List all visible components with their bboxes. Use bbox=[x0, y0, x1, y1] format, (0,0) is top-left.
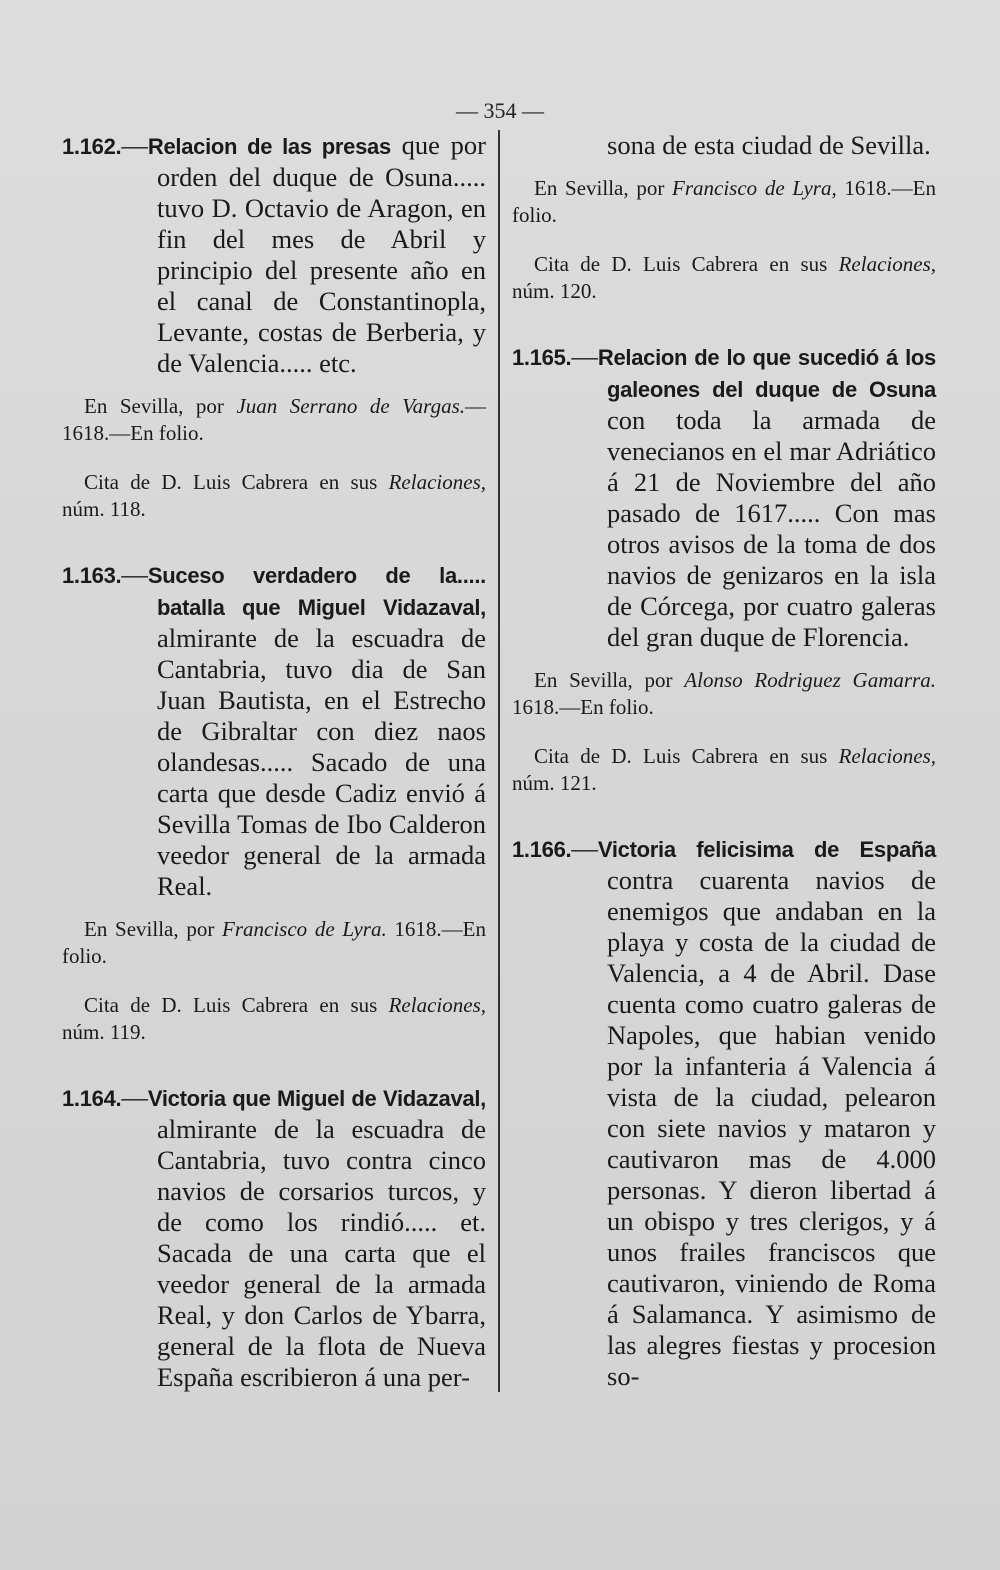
entry-imprint bbox=[512, 175, 936, 229]
column-divider bbox=[498, 130, 500, 1392]
imprint-printer: Juan Serrano de Vargas. bbox=[236, 394, 465, 418]
entry-1164 bbox=[62, 1082, 486, 1393]
citation-text: Cita de D. Luis Cabrera en sus bbox=[84, 470, 389, 494]
page-number: — 354 — bbox=[456, 98, 544, 123]
continuation-text: sona de esta ciudad de Sevilla. bbox=[607, 130, 931, 160]
imprint-printer: Francisco de Lyra. bbox=[222, 917, 387, 941]
citation-work: Relaciones, bbox=[388, 993, 486, 1017]
imprint-place: En Sevilla, por bbox=[534, 176, 673, 200]
imprint-place: En Sevilla, por bbox=[534, 668, 685, 692]
imprint-place: En Sevilla, por bbox=[84, 394, 237, 418]
imprint-date: 1618.—En folio. bbox=[62, 917, 486, 968]
entry-dash: — bbox=[121, 1082, 148, 1112]
entry-dash: — bbox=[571, 833, 598, 863]
citation-number: núm. 120. bbox=[512, 279, 597, 303]
entry-number: 1.165. bbox=[512, 345, 572, 370]
entry-dash: — bbox=[571, 341, 598, 371]
citation-work: Relaciones, bbox=[838, 744, 936, 768]
imprint-printer: Alonso Rodriguez Gamarra. bbox=[684, 668, 936, 692]
entry-title: Victoria que Miguel de Vidazaval, bbox=[147, 1086, 486, 1111]
imprint-printer: Francisco de Lyra, bbox=[672, 176, 837, 200]
entry-text: almirante de la escuadra de Cantabria, tuvo dia de San Juan Bautista, en el Estrecho de Gibraltar con diez naos olandesas..... Sacado de una carta que desde Cadiz envió á Sevilla Tomas de Ibo Calderon veedor general de la armada Real. bbox=[157, 623, 486, 901]
citation-text: Cita de D. Luis Cabrera en sus bbox=[534, 252, 839, 276]
entry-1162 bbox=[62, 130, 486, 523]
entry-title: Victoria felicisima de España bbox=[597, 837, 936, 862]
imprint-date: 1618.—En folio. bbox=[512, 176, 936, 227]
entry-title: Relacion de las presas bbox=[147, 134, 391, 159]
entry-number: 1.164. bbox=[62, 1086, 122, 1111]
entry-heading bbox=[62, 559, 486, 902]
entry-title: Relacion de lo que sucedió á los galeones del duque de Osuna bbox=[597, 345, 936, 402]
entry-number: 1.166. bbox=[512, 837, 572, 862]
citation-text: Cita de D. Luis Cabrera en sus bbox=[534, 744, 839, 768]
entry-number: 1.163. bbox=[62, 563, 122, 588]
entry-1166 bbox=[512, 833, 936, 1392]
citation-number: núm. 121. bbox=[512, 771, 597, 795]
entry-heading bbox=[62, 1082, 486, 1393]
entry-imprint bbox=[62, 393, 486, 447]
entry-imprint bbox=[62, 916, 486, 970]
entry-imprint bbox=[512, 667, 936, 721]
entry-number: 1.162. bbox=[62, 134, 122, 159]
citation-work: Relaciones, bbox=[388, 470, 486, 494]
entry-title: Suceso verdadero de la..... batalla que Miguel Vidazaval, bbox=[147, 563, 486, 620]
imprint-date: 1618.—En folio. bbox=[512, 695, 654, 719]
entry-1164-continuation bbox=[512, 130, 936, 305]
entry-text: almirante de la escuadra de Cantabria, tuvo contra cinco navios de corsarios turcos, y de como los rindió..... et. Sacada de una carta que el veedor general de la armada Real, y don Carlos de Ybarra, general de la flota de Nueva España escribieron á una per- bbox=[157, 1114, 486, 1392]
entry-heading bbox=[512, 833, 936, 1392]
citation-text: Cita de D. Luis Cabrera en sus bbox=[84, 993, 389, 1017]
right-column bbox=[512, 130, 936, 1392]
entry-citation bbox=[512, 743, 936, 797]
entry-text: contra cuarenta navios de enemigos que andaban en la playa y costa de la ciudad de Valencia, a 4 de Abril. Dase cuenta como cuatro galeras de Napoles, que habian venido por la infanteria á Valencia á vista de la ciudad, pelearon con siete navios y mataron y cautivaron mas de 4.000 personas. Y dieron libertad á un obispo y tres clerigos, y á unos frailes franciscos que cautivaron, viniendo de Roma á Salamanca. Y asimismo de las alegres fiestas y procesion so- bbox=[607, 865, 936, 1391]
entry-citation bbox=[512, 251, 936, 305]
citation-number: núm. 118. bbox=[62, 497, 146, 521]
citation-work: Relaciones, bbox=[838, 252, 936, 276]
entry-heading bbox=[512, 341, 936, 653]
entry-1165 bbox=[512, 341, 936, 797]
entry-citation bbox=[62, 992, 486, 1046]
left-column bbox=[62, 130, 486, 1393]
entry-1163 bbox=[62, 559, 486, 1046]
entry-dash: — bbox=[121, 559, 148, 589]
entry-text: que por orden del duque de Osuna..... tuvo D. Octavio de Aragon, en fin del mes de Abril y principio del presente año en el canal de Constantinopla, Levante, costas de Berberia, y de Valencia..... etc. bbox=[157, 130, 486, 378]
imprint-place: En Sevilla, por bbox=[84, 917, 223, 941]
imprint-date: —1618.—En folio. bbox=[62, 394, 486, 445]
entry-heading bbox=[62, 130, 486, 379]
entry-text: con toda la armada de venecianos en el mar Adriático á 21 de Noviembre del año pasado de 1617..... Con mas otros avisos de la toma de dos navios de genizaros en la isla de Córcega, por cuatro galeras del gran duque de Florencia. bbox=[607, 405, 936, 652]
citation-number: núm. 119. bbox=[62, 1020, 146, 1044]
entry-citation bbox=[62, 469, 486, 523]
entry-dash: — bbox=[121, 130, 148, 160]
